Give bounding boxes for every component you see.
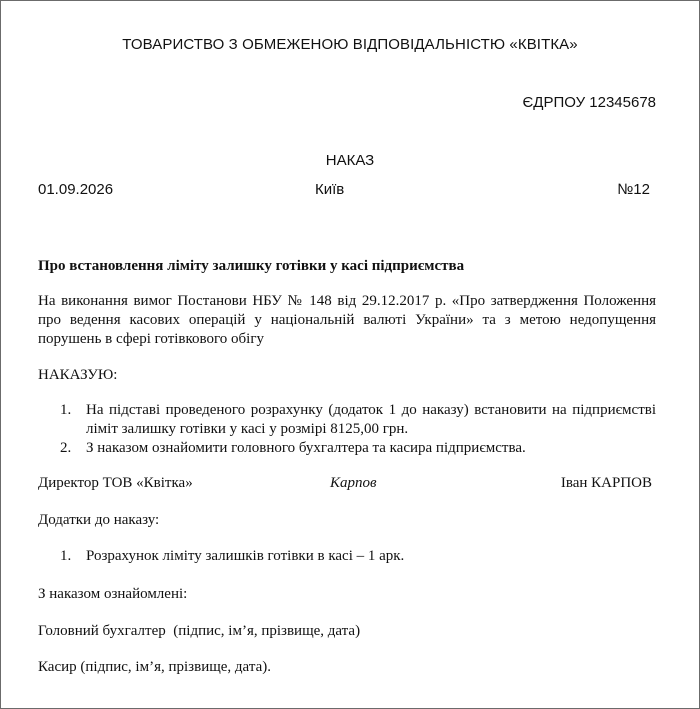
company-name: ТОВАРИСТВО З ОБМЕЖЕНОЮ ВІДПОВІДАЛЬНІСТЮ «КВІТКА»: [122, 36, 578, 53]
order-number: №12: [617, 181, 650, 198]
order-city: Київ: [315, 181, 345, 198]
list-item-number: 1.: [60, 402, 72, 418]
acknowledgement-heading: З наказом ознайомлені:: [38, 586, 188, 602]
edrpou-code: ЄДРПОУ 12345678: [522, 94, 656, 111]
list-item: [60, 548, 404, 565]
order-preamble: На виконання вимог Постанови НБУ № 148 від 29.12.2017 р. «Про затвердження Положення про ведення касових операцій у національній валюті України» та з метою недопущення порушень в сфері готівкового обігу: [38, 293, 656, 347]
order-items-list: [60, 401, 656, 458]
list-item: [60, 439, 656, 458]
signatory-title: Директор ТОВ «Квітка»: [38, 475, 193, 491]
attachments-list: [60, 548, 404, 565]
order-date: 01.09.2026: [38, 181, 114, 198]
document-type: НАКАЗ: [325, 152, 375, 169]
order-subject: Про встановлення ліміту залишку готівки у касі підприємства: [38, 258, 465, 274]
signatory-name: Іван КАРПОВ: [560, 475, 652, 491]
accountant-acknowledgement: Головний бухгалтер (підпис, ім’я, прізвище, дата): [38, 623, 361, 639]
list-item-text: Розрахунок ліміту залишків готівки в касі – 1 арк.: [86, 548, 405, 564]
cashier-acknowledgement: Касир (підпис, ім’я, прізвище, дата).: [38, 659, 271, 675]
order-directive: НАКАЗУЮ:: [38, 367, 118, 383]
signature: Карпов: [330, 475, 377, 491]
attachments-heading: Додатки до наказу:: [38, 512, 160, 528]
list-item-number: 1.: [60, 548, 72, 564]
list-item-number: 2.: [60, 440, 72, 456]
list-item-text: На підставі проведеного розрахунку (додаток 1 до наказу) встановити на підприємстві ліміт залишку готівки у касі у розмірі 8125,00 грн.: [86, 402, 656, 437]
list-item-text: З наказом ознайомити головного бухгалтера та касира підприємства.: [86, 440, 526, 456]
list-item: [60, 401, 656, 439]
